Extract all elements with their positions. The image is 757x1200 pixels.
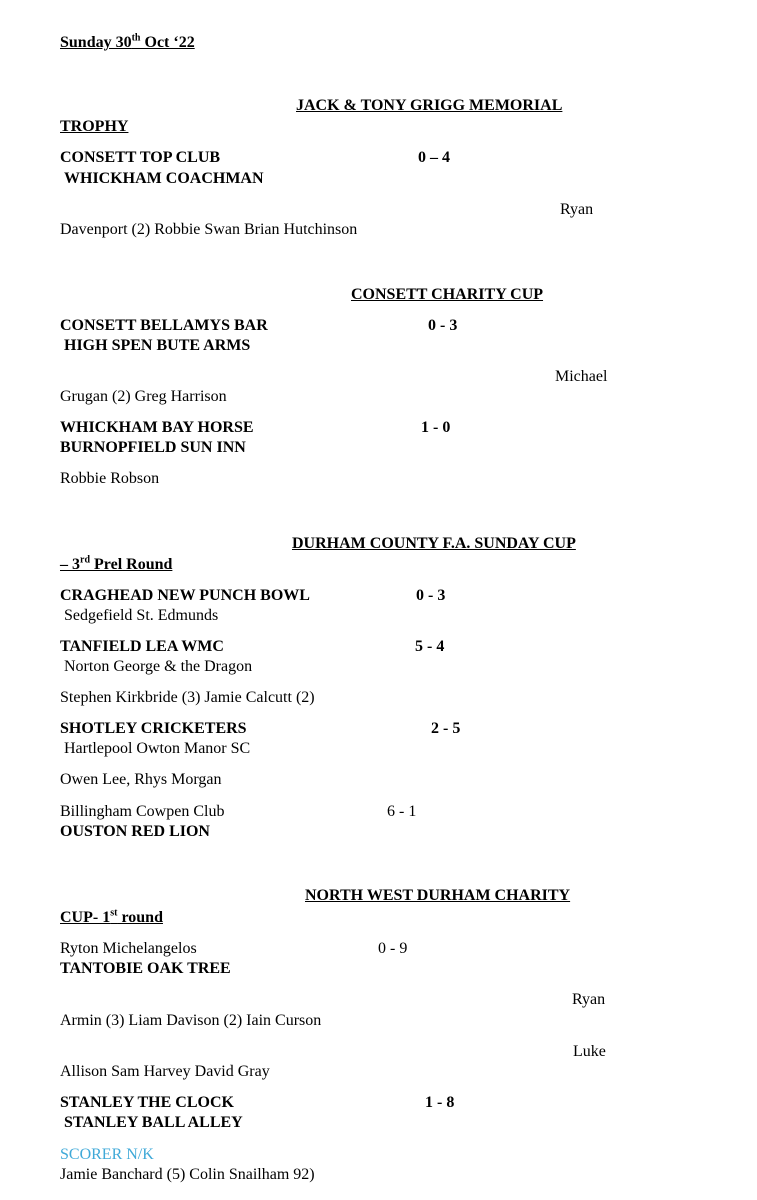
section1-away-team: WHICKHAM COACHMAN [64,170,264,187]
section4-m1-away: TANTOBIE OAK TREE [60,960,231,977]
section2-m2-scorers: Robbie Robson [60,470,160,487]
section4-m2-away: STANLEY BALL ALLEY [64,1114,243,1131]
date-day: Sunday 30 [60,34,132,51]
section1-title-line2: TROPHY [60,118,129,135]
section4-m1-scorers-line1: Armin (3) Liam Davison (2) Iain Curson [60,1012,322,1029]
date-suffix: th [131,32,141,44]
section3-m1-score: 0 - 3 [416,587,446,604]
section4-m1-scorers-line2: Allison Sam Harvey David Gray [60,1063,270,1080]
section3-m2-scorers: Stephen Kirkbride (3) Jamie Calcutt (2) [60,689,315,706]
section1-scorers: Davenport (2) Robbie Swan Brian Hutchinson [60,221,358,238]
section1-score: 0 – 4 [418,149,450,166]
section3-title-line2 [60,555,172,575]
section4-round-number: CUP- 1 [60,909,111,926]
section4-m1-home: Ryton Michelangelos [60,940,197,957]
section4-m2-scorer-note: SCORER N/K [60,1146,154,1163]
section3-round-suffix: rd [80,554,90,566]
section4-round-label: round [117,909,163,926]
section2-m1-score: 0 - 3 [428,317,458,334]
section2-m2-score: 1 - 0 [421,419,451,436]
section4-title-line1: NORTH WEST DURHAM CHARITY [305,887,571,904]
date-month-year: Oct ‘22 [140,34,195,51]
page-date [60,33,195,53]
section2-m1-scorers-right: Michael [555,368,608,385]
section2-m1-scorers: Grugan (2) Greg Harrison [60,388,227,405]
section3-m4-home: Billingham Cowpen Club [60,803,225,820]
section4-m2-scorers: Jamie Banchard (5) Colin Snailham 92) [60,1166,315,1183]
section3-m4-score: 6 - 1 [387,803,417,820]
section4-round-suffix: st [110,907,118,919]
section3-m4-away: OUSTON RED LION [60,823,210,840]
section3-m3-score: 2 - 5 [431,720,461,737]
section2-m1-home: CONSETT BELLAMYS BAR [60,317,268,334]
section1-scorers-right: Ryan [560,201,594,218]
section4-m1-scorers-right1: Ryan [572,991,606,1008]
section4-m2-score: 1 - 8 [425,1094,455,1111]
section1-title-line1: JACK & TONY GRIGG MEMORIAL [296,97,563,114]
section3-title-line1: DURHAM COUNTY F.A. SUNDAY CUP [292,535,576,552]
section3-round-number: – 3 [60,556,80,573]
section3-m2-home: TANFIELD LEA WMC [60,638,224,655]
section3-m1-home: CRAGHEAD NEW PUNCH BOWL [60,587,310,604]
section3-m1-away: Sedgefield St. Edmunds [64,607,219,624]
section3-m3-home: SHOTLEY CRICKETERS [60,720,247,737]
section4-title-line2 [60,908,163,928]
section3-m2-score: 5 - 4 [415,638,445,655]
section2-m2-away: BURNOPFIELD SUN INN [60,439,246,456]
section3-round-label: Prel Round [90,556,173,573]
section1-home-team: CONSETT TOP CLUB [60,149,221,166]
section3-m3-away: Hartlepool Owton Manor SC [64,740,251,757]
section3-m2-away: Norton George & the Dragon [64,658,253,675]
section2-title: CONSETT CHARITY CUP [351,286,544,303]
section3-m3-scorers: Owen Lee, Rhys Morgan [60,771,222,788]
section2-m2-home: WHICKHAM BAY HORSE [60,419,254,436]
section4-m2-home: STANLEY THE CLOCK [60,1094,234,1111]
section4-m1-score: 0 - 9 [378,940,408,957]
section4-m1-scorers-right2: Luke [573,1043,606,1060]
section2-m1-away: HIGH SPEN BUTE ARMS [64,337,251,354]
